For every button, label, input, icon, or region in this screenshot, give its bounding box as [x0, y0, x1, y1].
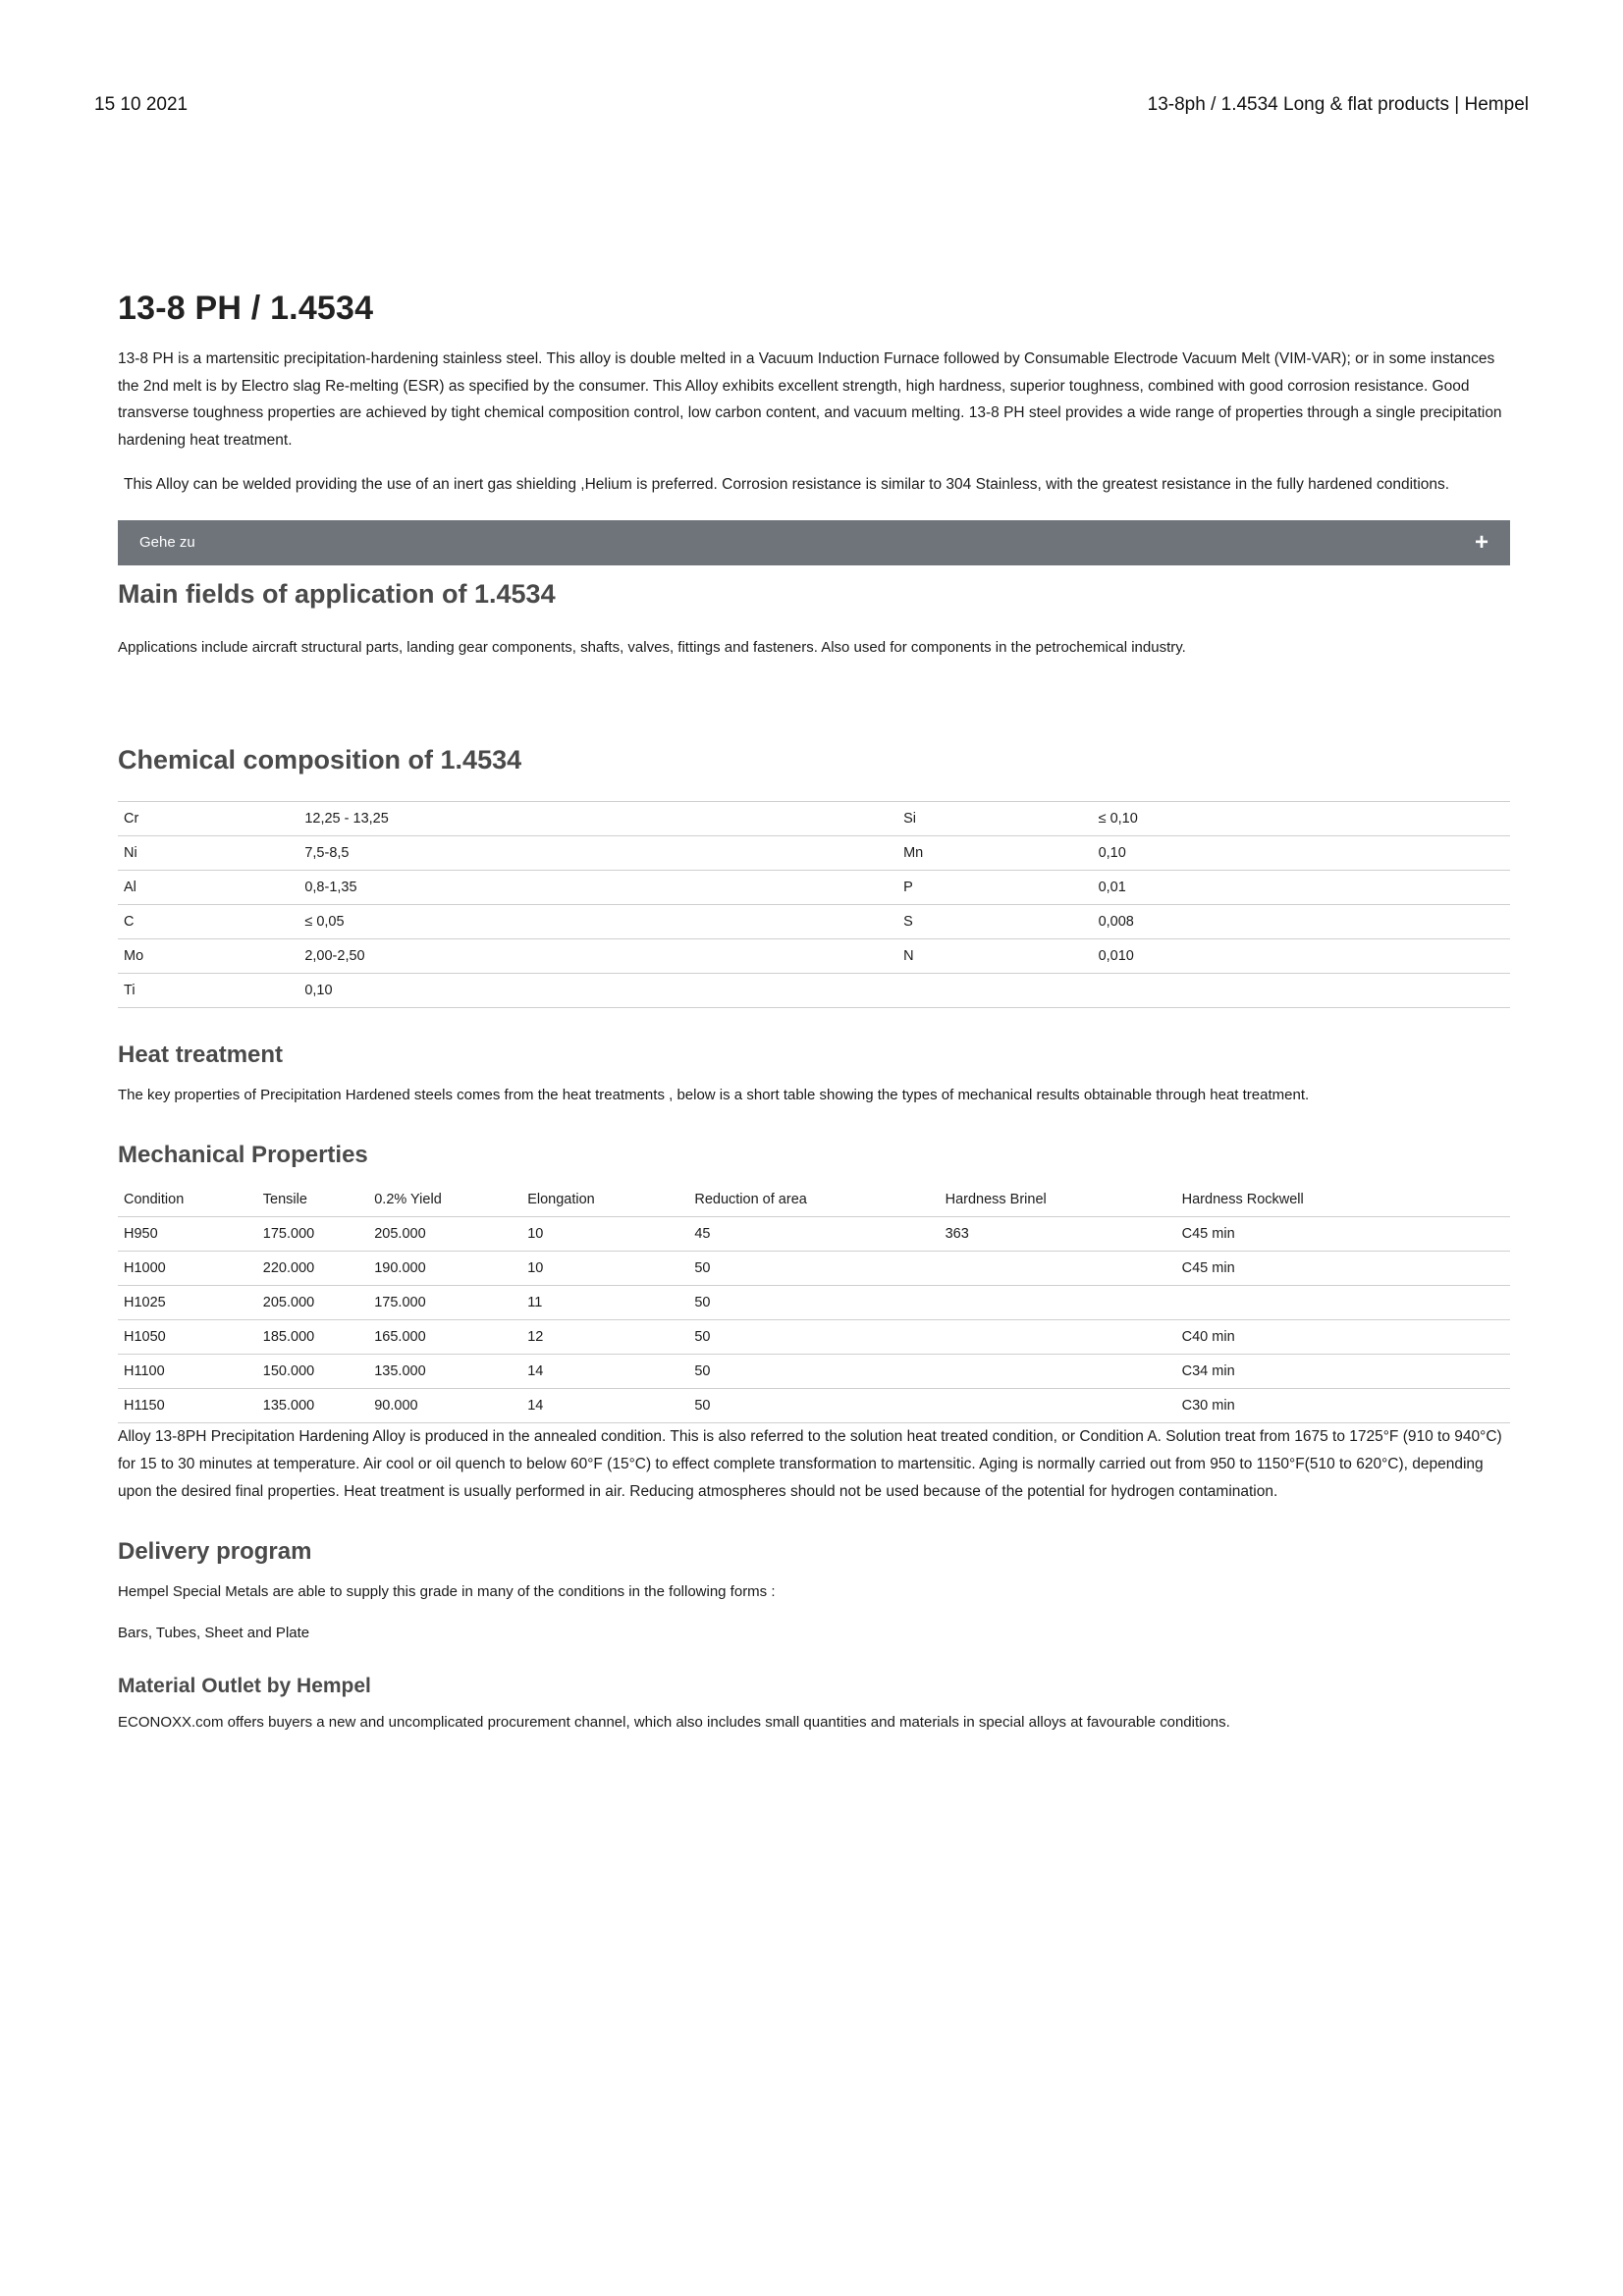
table-row	[118, 802, 1510, 836]
cell-element: Mo	[118, 939, 298, 974]
document-content	[118, 290, 1510, 1751]
cell-elongation: 14	[521, 1355, 688, 1389]
cell-rockwell: C45 min	[1176, 1252, 1510, 1286]
cell-brinel	[940, 1286, 1176, 1320]
cell-tensile: 135.000	[257, 1389, 368, 1423]
cell-brinel	[940, 1389, 1176, 1423]
cell-tensile: 150.000	[257, 1355, 368, 1389]
cell-element: S	[897, 905, 1093, 939]
cell-value: 0,010	[1093, 939, 1510, 974]
material-outlet-text: ECONOXX.com offers buyers a new and uncomplicated procurement channel, which also includes small quantities and materials in special alloys at favourable conditions.	[118, 1713, 1230, 1731]
column-header: Tensile	[257, 1183, 368, 1217]
material-outlet-heading: Material Outlet by Hempel	[118, 1674, 371, 1697]
cell-value: ≤ 0,10	[1093, 802, 1510, 836]
cell-reduction: 50	[688, 1252, 939, 1286]
cell-rockwell	[1176, 1286, 1510, 1320]
cell-rockwell: C30 min	[1176, 1389, 1510, 1423]
table-row	[118, 974, 1510, 1008]
mechanical-properties-table	[118, 1183, 1510, 1423]
table-row	[118, 1320, 1510, 1355]
column-header: Reduction of area	[688, 1183, 939, 1217]
table-row	[118, 905, 1510, 939]
table-row	[118, 836, 1510, 871]
cell-reduction: 50	[688, 1355, 939, 1389]
cell-rockwell: C34 min	[1176, 1355, 1510, 1389]
cell-elongation: 14	[521, 1389, 688, 1423]
chemical-composition-heading: Chemical composition of 1.4534	[118, 745, 522, 775]
column-header: Hardness Brinel	[940, 1183, 1176, 1217]
cell-element: C	[118, 905, 298, 939]
header-title: 13-8ph / 1.4534 Long & flat products | Hempel	[1147, 94, 1529, 115]
page-header	[94, 94, 1529, 116]
chemical-composition-table	[118, 801, 1510, 1008]
cell-reduction: 50	[688, 1286, 939, 1320]
cell-yield: 135.000	[368, 1355, 521, 1389]
cell-value: 0,008	[1093, 905, 1510, 939]
cell-reduction: 50	[688, 1320, 939, 1355]
cell-value: 12,25 - 13,25	[298, 802, 897, 836]
cell-tensile: 175.000	[257, 1217, 368, 1252]
cell-reduction: 45	[688, 1217, 939, 1252]
mechanical-properties-heading: Mechanical Properties	[118, 1142, 368, 1169]
cell-condition: H1100	[118, 1355, 257, 1389]
plus-icon[interactable]: +	[1474, 528, 1488, 556]
cell-brinel	[940, 1252, 1176, 1286]
goto-label: Gehe zu	[139, 534, 195, 552]
cell-element: Cr	[118, 802, 298, 836]
cell-elongation: 12	[521, 1320, 688, 1355]
column-header: Elongation	[521, 1183, 688, 1217]
table-row	[118, 871, 1510, 905]
delivery-program-forms: Bars, Tubes, Sheet and Plate	[118, 1625, 310, 1642]
cell-yield: 175.000	[368, 1286, 521, 1320]
page-title: 13-8 PH / 1.4534	[118, 290, 374, 327]
cell-element: P	[897, 871, 1093, 905]
cell-elongation: 11	[521, 1286, 688, 1320]
cell-value: 7,5-8,5	[298, 836, 897, 871]
cell-element: Ni	[118, 836, 298, 871]
heat-treatment-note: Alloy 13-8PH Precipitation Hardening Alloy is produced in the annealed condition. This is also referred to the solution heat treated condition, or Condition A. Solution treat from 1675 to 1725°F (910 to 940°C) for 15 to 30 minutes at temperature. Air cool or oil quench to below 60°F (15°C) to effect complete transformation to martensitic. Aging is normally carried out from 950 to 1150°F(510 to 620°C), depending upon the desired final properties. Heat treatment is usually performed in air. Reducing atmospheres should not be used because of the potential for hydrogen contamination.	[118, 1428, 1502, 1500]
cell-brinel	[940, 1355, 1176, 1389]
cell-tensile: 220.000	[257, 1252, 368, 1286]
cell-yield: 190.000	[368, 1252, 521, 1286]
welding-paragraph: This Alloy can be welded providing the use of an inert gas shielding ,Helium is preferred. Corrosion resistance is similar to 304 Stainless, with the greatest resistance in the fully hardened conditions.	[124, 476, 1450, 494]
column-header: Condition	[118, 1183, 257, 1217]
cell-value: 0,10	[298, 974, 897, 1008]
cell-value: ≤ 0,05	[298, 905, 897, 939]
cell-tensile: 185.000	[257, 1320, 368, 1355]
cell-condition: H1050	[118, 1320, 257, 1355]
table-row	[118, 1217, 1510, 1252]
table-header-row	[118, 1183, 1510, 1217]
table-row	[118, 1286, 1510, 1320]
delivery-program-text: Hempel Special Metals are able to supply this grade in many of the conditions in the following forms :	[118, 1583, 776, 1601]
goto-accordion-bar[interactable]	[118, 520, 1510, 565]
cell-value: 0,01	[1093, 871, 1510, 905]
cell-elongation: 10	[521, 1217, 688, 1252]
applications-heading: Main fields of application of 1.4534	[118, 578, 556, 609]
table-row	[118, 939, 1510, 974]
cell-value	[1093, 974, 1510, 1008]
cell-value: 2,00-2,50	[298, 939, 897, 974]
cell-element	[897, 974, 1093, 1008]
cell-value: 0,8-1,35	[298, 871, 897, 905]
applications-text: Applications include aircraft structural parts, landing gear components, shafts, valves, fittings and fasteners. Also used for components in the petrochemical industry.	[118, 638, 1186, 656]
cell-element: Al	[118, 871, 298, 905]
cell-yield: 165.000	[368, 1320, 521, 1355]
cell-element: Ti	[118, 974, 298, 1008]
cell-tensile: 205.000	[257, 1286, 368, 1320]
heat-treatment-heading: Heat treatment	[118, 1041, 284, 1069]
table-row	[118, 1355, 1510, 1389]
cell-value: 0,10	[1093, 836, 1510, 871]
cell-rockwell: C40 min	[1176, 1320, 1510, 1355]
cell-brinel	[940, 1320, 1176, 1355]
cell-element: Si	[897, 802, 1093, 836]
intro-paragraph: 13-8 PH is a martensitic precipitation-hardening stainless steel. This alloy is double melted in a Vacuum Induction Furnace followed by Consumable Electrode Vacuum Melt (VIM-VAR); or in some instances the 2nd melt is by Electro slag Re-melting (ESR) as specified by the consumer. This Alloy exhibits excellent strength, high hardness, superior toughness, combined with good corrosion resistance. Good transverse toughness properties are achieved by tight chemical composition control, low carbon content, and vacuum melting. 13-8 PH steel provides a wide range of properties through a single precipitation hardening heat treatment.	[118, 350, 1502, 449]
column-header: 0.2% Yield	[368, 1183, 521, 1217]
cell-yield: 205.000	[368, 1217, 521, 1252]
cell-condition: H1000	[118, 1252, 257, 1286]
column-header: Hardness Rockwell	[1176, 1183, 1510, 1217]
table-row	[118, 1389, 1510, 1423]
cell-brinel: 363	[940, 1217, 1176, 1252]
cell-element: N	[897, 939, 1093, 974]
cell-element: Mn	[897, 836, 1093, 871]
header-date: 15 10 2021	[94, 94, 189, 115]
cell-reduction: 50	[688, 1389, 939, 1423]
cell-condition: H950	[118, 1217, 257, 1252]
heat-treatment-text: The key properties of Precipitation Hardened steels comes from the heat treatments , below is a short table showing the types of mechanical results obtainable through heat treatment.	[118, 1087, 1310, 1104]
table-row	[118, 1252, 1510, 1286]
delivery-program-heading: Delivery program	[118, 1538, 312, 1566]
cell-condition: H1025	[118, 1286, 257, 1320]
cell-rockwell: C45 min	[1176, 1217, 1510, 1252]
cell-elongation: 10	[521, 1252, 688, 1286]
cell-condition: H1150	[118, 1389, 257, 1423]
cell-yield: 90.000	[368, 1389, 521, 1423]
